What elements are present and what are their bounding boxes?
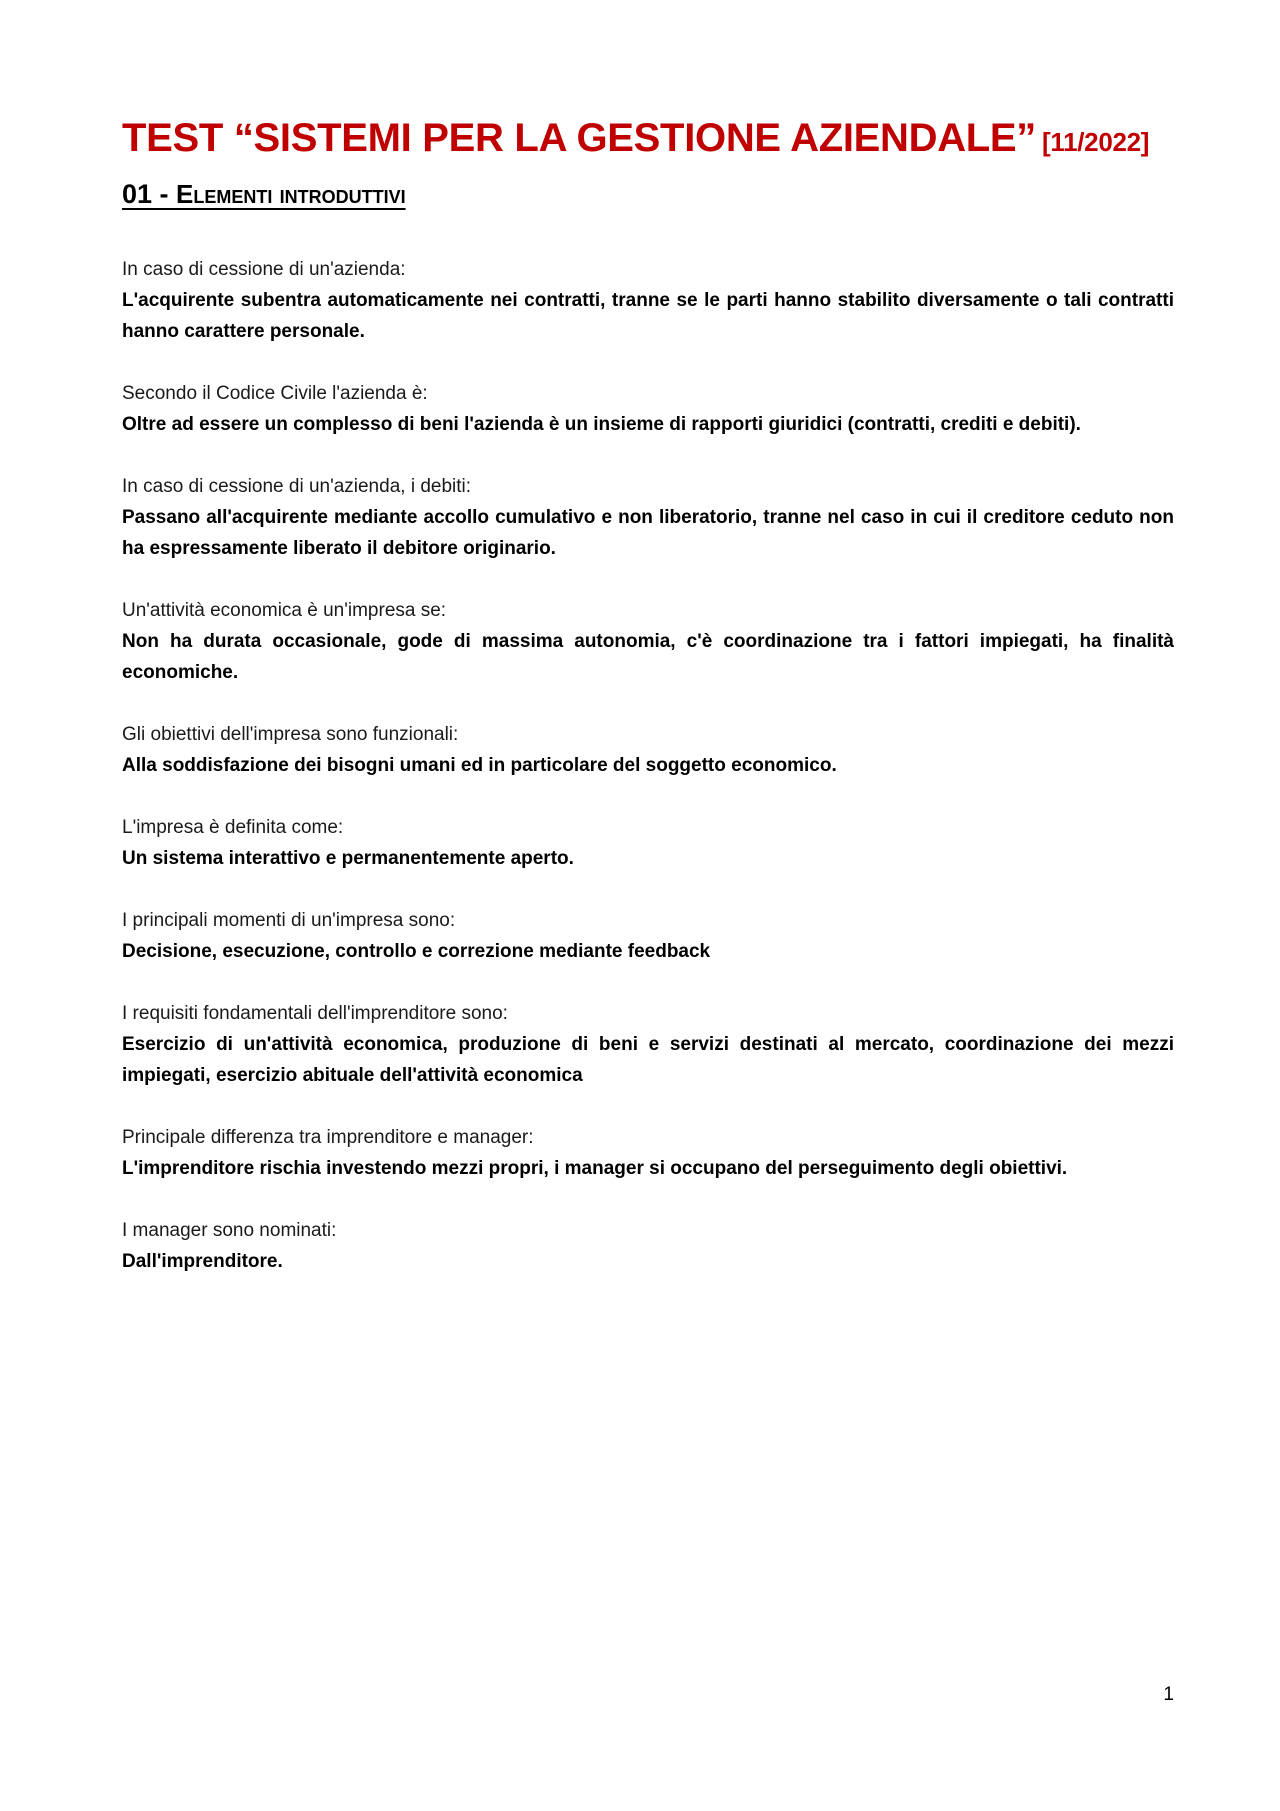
answer-text: L'imprenditore rischia investendo mezzi propri, i manager si occupano del perseguimento degli obiettivi. (122, 1158, 1068, 1179)
section-heading (122, 176, 406, 212)
answer-text: Dall'imprenditore. (122, 1251, 283, 1272)
section-title: Elementi introduttivi (176, 179, 406, 209)
question-text: L'impresa è definita come: (122, 817, 344, 838)
qa-item (122, 1215, 1174, 1277)
question-text: Un'attività economica è un'impresa se: (122, 600, 447, 621)
document-title (122, 112, 1174, 168)
question-text: Secondo il Codice Civile l'azienda è: (122, 383, 428, 404)
page-number: 1 (1163, 1684, 1174, 1705)
answer-text: L'acquirente subentra automaticamente nei contratti, tranne se le parti hanno stabilito diversamente o tali contratti hanno carattere personale. (122, 290, 1174, 342)
section-number: 01 - (122, 179, 177, 209)
qa-item (122, 719, 1174, 781)
qa-item (122, 471, 1174, 564)
qa-item (122, 812, 1174, 874)
qa-item (122, 595, 1174, 688)
question-text: I principali momenti di un'impresa sono: (122, 910, 456, 931)
qa-item (122, 254, 1174, 347)
title-date: [11/2022] (1042, 127, 1150, 157)
answer-text: Alla soddisfazione dei bisogni umani ed in particolare del soggetto economico. (122, 755, 837, 776)
qa-item (122, 378, 1174, 440)
question-text: In caso di cessione di un'azienda, i debiti: (122, 476, 472, 497)
question-text: In caso di cessione di un'azienda: (122, 259, 406, 280)
qa-list (122, 254, 1174, 1277)
answer-text: Oltre ad essere un complesso di beni l'azienda è un insieme di rapporti giuridici (contratti, crediti e debiti). (122, 414, 1081, 435)
question-text: I requisiti fondamentali dell'imprenditore sono: (122, 1003, 508, 1024)
question-text: I manager sono nominati: (122, 1220, 337, 1241)
question-text: Principale differenza tra imprenditore e manager: (122, 1127, 534, 1148)
answer-text: Esercizio di un'attività economica, produzione di beni e servizi destinati al mercato, coordinazione dei mezzi impiegati, esercizio abituale dell'attività economica (122, 1034, 1174, 1086)
qa-item (122, 905, 1174, 967)
answer-text: Decisione, esecuzione, controllo e correzione mediante feedback (122, 941, 711, 962)
answer-text: Un sistema interattivo e permanentemente aperto. (122, 848, 574, 869)
qa-item (122, 998, 1174, 1091)
qa-item (122, 1122, 1174, 1184)
title-text: TEST “SISTEMI PER LA GESTIONE AZIENDALE” (122, 116, 1036, 160)
answer-text: Passano all'acquirente mediante accollo cumulativo e non liberatorio, tranne nel caso in cui il creditore ceduto non ha espressamente liberato il debitore originario. (122, 507, 1174, 559)
answer-text: Non ha durata occasionale, gode di massima autonomia, c'è coordinazione tra i fattori impiegati, ha finalità economiche. (122, 631, 1174, 683)
question-text: Gli obiettivi dell'impresa sono funzionali: (122, 724, 459, 745)
